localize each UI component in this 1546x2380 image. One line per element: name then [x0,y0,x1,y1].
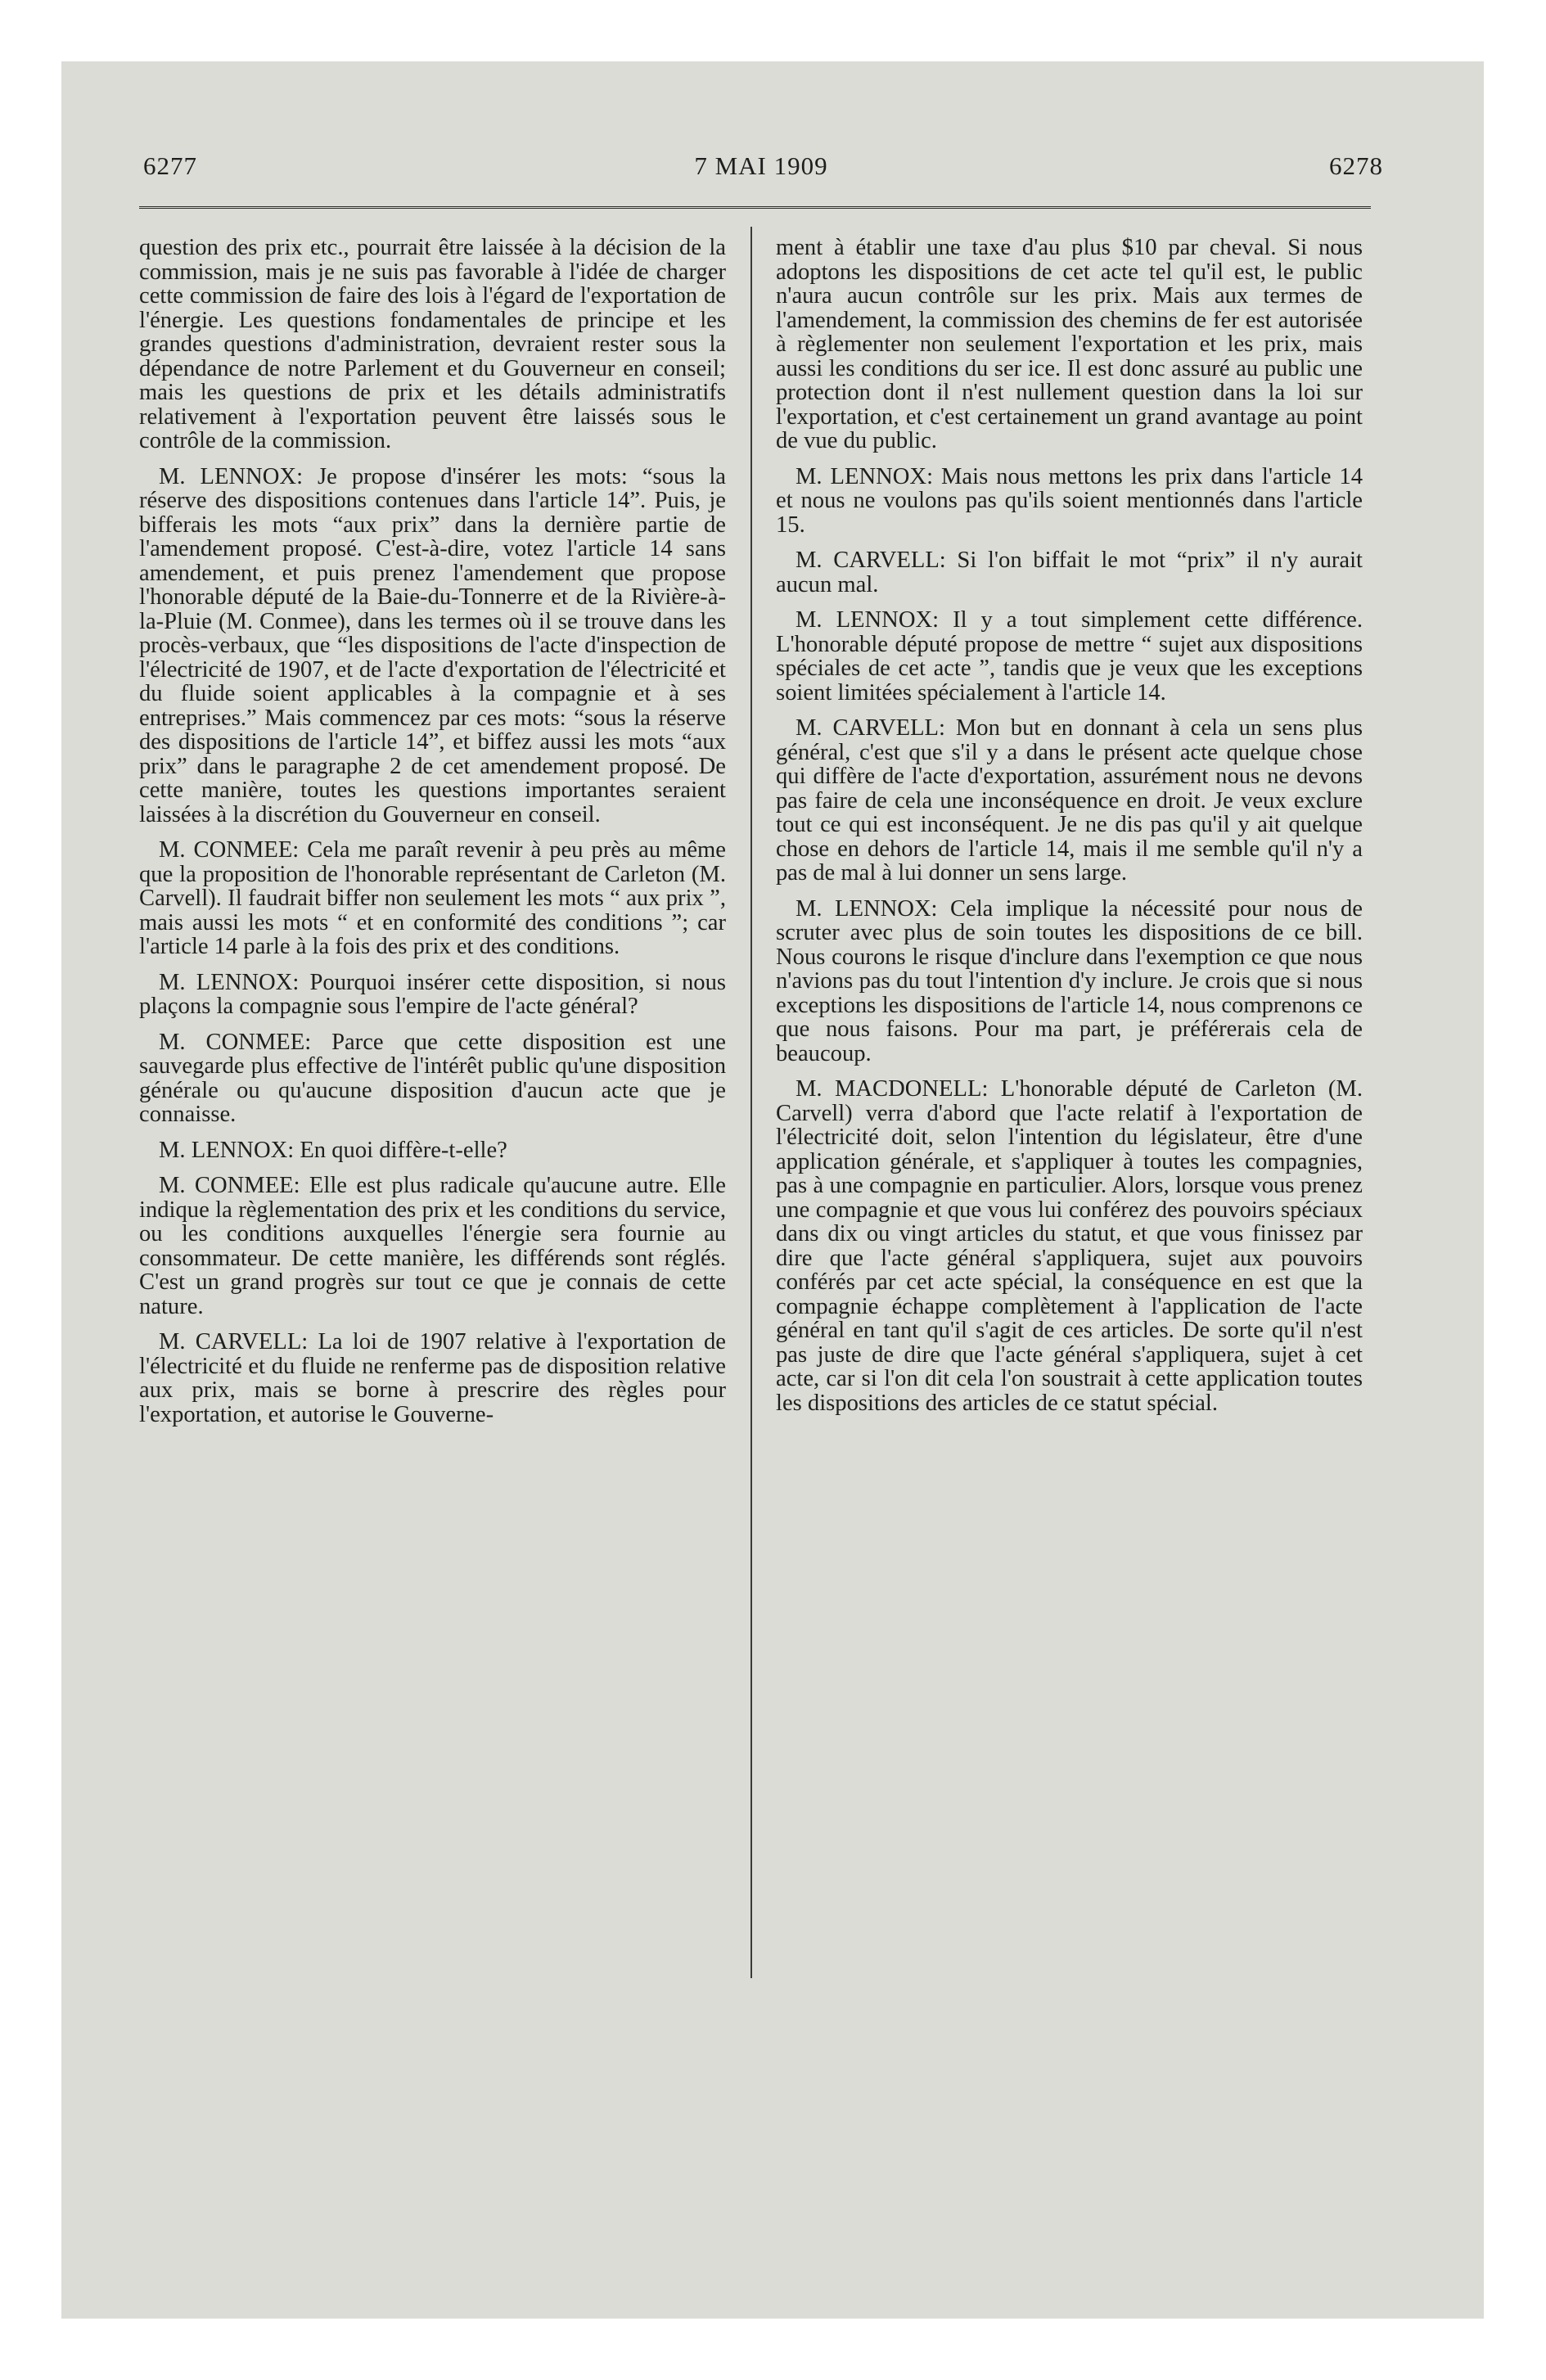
paragraph: M. LENNOX: Cela implique la nécessité pour nous de scruter avec plus de soin toutes les dispositions de ce bill. Nous courons le risque d'inclure dans l'exemption ce que nous n'avions pas du tout l'intention d'y inclure. Je crois que si nous exceptions les dispositions de l'article 14, nous comprenons ce que nous faisons. Pour ma part, je préférerais cela de beaucoup. [776,895,1363,1066]
paragraph: M. CONMEE: Parce que cette disposition est une sauvegarde plus effective de l'intérêt public qu'une disposition générale ou qu'aucune disposition d'aucun acte que je connaisse. [139,1029,726,1127]
paragraph: M. CARVELL: La loi de 1907 relative à l'exportation de l'électricité et du fluide ne renferme pas de disposition relative aux prix, mais se borne à prescrire des règles pour l'exportation, et autorise le Gouverne- [139,1329,726,1427]
page-number-right: 6278 [1329,151,1383,180]
paragraph: M. CARVELL: Mon but en donnant à cela un sens plus général, c'est que s'il y a dans le présent acte quelque chose qui diffère de l'acte d'exportation, assurément nous ne devons pas faire de cela une inconséquence en droit. Je veux exclure tout ce qui est inconséquent. Je ne dis pas qu'il y ait quelque chose en dehors de l'article 14, mais il me semble qu'il n'y a pas de mal à lui donner un sens large. [776,715,1363,886]
paragraph: M. CONMEE: Elle est plus radicale qu'aucune autre. Elle indique la règlementation des prix et les conditions du service, ou les conditions auxquelles l'énergie sera fournie au consommateur. De cette manière, les différends sont réglés. C'est un grand progrès sur tout ce que je connais de cette nature. [139,1173,726,1319]
paragraph: M. LENNOX: Mais nous mettons les prix dans l'article 14 et nous ne voulons pas qu'ils soient mentionnés dans l'article 15. [776,463,1363,538]
right-column [776,236,1363,1427]
page-number-left: 6277 [143,151,197,180]
column-divider [750,227,752,1978]
paragraph: M. CARVELL: Si l'on biffait le mot “prix” il n'y aurait aucun mal. [776,548,1363,597]
paragraph: M. MACDONELL: L'honorable député de Carleton (M. Carvell) verra d'abord que l'acte relatif à l'exportation de l'électricité doit, selon l'intention du législateur, être d'une application générale, et s'appliquer à toutes les compagnies, pas à une compagnie en particulier. Alors, lorsque vous prenez une compagnie et que vous lui conférez des pouvoirs spéciaux dans dix ou vingt articles du statut, et que vous finissez par dire que l'acte général s'appliquera, sujet aux pouvoirs conférés par cet acte spécial, la conséquence en est que la compagnie échappe complètement à l'application de l'acte général en tant qu'il s'agit de ces articles. De sorte qu'il n'est pas juste de dire que l'acte général s'appliquera, sujet à cet acte, car si l'on dit cela l'on soustrait à cette application toutes les dispositions des articles de ce statut spécial. [776,1076,1363,1416]
paragraph: M. LENNOX: Pourquoi insérer cette disposition, si nous plaçons la compagnie sous l'empire de l'acte général? [139,969,726,1019]
paragraph: M. LENNOX: Il y a tout simplement cette différence. L'honorable député propose de mettre “ sujet aux dispositions spéciales de cet acte ”, tandis que je veux que les exceptions soient limitées spécialement à l'article 14. [776,607,1363,705]
paragraph: M. LENNOX: Je propose d'insérer les mots: “sous la réserve des dispositions contenues dans l'article 14”. Puis, je bifferais les mots “aux prix” dans la dernière partie de l'amendement proposé. C'est-à-dire, votez l'article 14 sans amendement, et puis prenez l'amendement que propose l'honorable député de la Baie-du-Tonnerre et de la Rivière-à-la-Pluie (M. Conmee), dans les termes où il se trouve dans les procès-verbaux, que “les dispositions de l'acte d'inspection de l'électricité de 1907, et de l'acte d'exportation de l'électricité et du fluide soient applicables à la compagnie et à ses entreprises.” Mais commencez par ces mots: “sous la réserve des dispositions de l'article 14”, et biffez aussi les mots “aux prix” dans le paragraphe 2 de cet amendement proposé. De cette manière, toutes les questions importantes seraient laissées à la discrétion du Gouverneur en conseil. [139,463,726,827]
paragraph: question des prix etc., pourrait être laissée à la décision de la commission, mais je ne suis pas favorable à l'idée de charger cette commission de faire des lois à l'égard de l'exportation de l'énergie. Les questions fondamentales de principe et les grandes questions d'administration, devraient rester sous la dépendance de notre Parlement et du Gouverneur en conseil; mais les questions de prix et les détails administratifs relativement à l'exportation peuvent être laissés sous le contrôle de la commission. [139,235,726,453]
paragraph: ment à établir une taxe d'au plus $10 par cheval. Si nous adoptons les dispositions de cet acte tel qu'il est, le public n'aura aucun contrôle sur les prix. Mais aux termes de l'amendement, la commission des chemins de fer est autorisée à règlementer non seulement l'exportation et les prix, mais aussi les conditions du ser ice. Il est donc assuré au public une protection dont il n'est nullement question dans la loi sur l'exportation, et c'est certainement un grand avantage au point de vue du public. [776,235,1363,453]
paragraph: M. CONMEE: Cela me paraît revenir à peu près au même que la proposition de l'honorable représentant de Carleton (M. Carvell). Il faudrait biffer non seulement les mots “ aux prix ”, mais aussi les mots “ et en conformité des conditions ”; car l'article 14 parle à la fois des prix et des conditions. [139,837,726,959]
left-column [139,236,726,1438]
header-rule [139,206,1371,211]
document-page [139,151,1383,2140]
page-date-header: 7 MAI 1909 [694,151,828,180]
paragraph: M. LENNOX: En quoi diffère-t-elle? [159,1137,507,1163]
